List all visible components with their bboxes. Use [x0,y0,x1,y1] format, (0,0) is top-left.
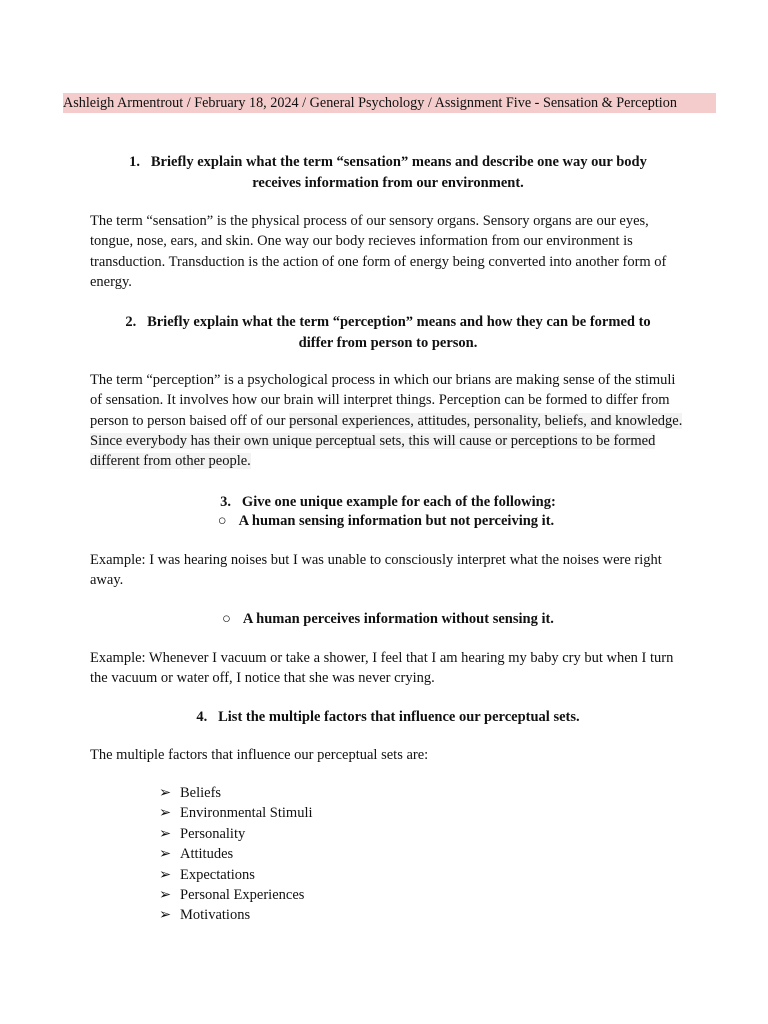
document-header: Ashleigh Armentrout / February 18, 2024 / General Psychology / Assignment Five - Sensation & Perception [63,93,716,113]
arrow-bullet-icon: ➢ [159,907,172,924]
factor-text: Expectations [180,866,255,883]
arrow-bullet-icon: ➢ [159,825,172,842]
answer-2-highlighted-part: personal experiences, attitudes, personality, beliefs, and knowledge. Since everybody has their own unique perceptual sets, this will cause or perceptions to be formed different from other people. [90,412,683,470]
arrow-bullet-icon: ➢ [159,887,172,904]
answer-1: The term “sensation” is the physical process of our sensory organs. Sensory organs are our eyes, tongue, nose, ears, and skin. One way our body recieves information from our environment is transduction. Transduction is the action of one form of energy being converted into another form of energy. [90,213,667,290]
question-2-text-line-1: Briefly explain what the term “perception” means and how they can be formed to [147,314,651,330]
question-3 [100,492,676,513]
question-3-number: 3. [220,494,232,510]
question-4-text: List the multiple factors that influence our perceptual sets. [218,709,580,725]
question-1-line-1 [100,152,676,173]
factor-text: Motivations [180,907,251,924]
arrow-bullet-icon: ➢ [159,866,172,883]
question-1-text-line-2: receives information from our environment. [252,174,524,191]
list-item [159,783,313,803]
factor-text: Environmental Stimuli [180,805,313,822]
hollow-circle-bullet-icon: ○ [217,513,227,529]
question-4 [100,707,676,728]
question-2 [100,312,676,353]
factor-text: Personality [180,825,246,842]
list-item [159,885,313,905]
factor-text: Attitudes [180,846,234,863]
question-2-text-line-2: differ from person to person. [298,334,478,351]
question-3-text: Give one unique example for each of the following: [241,494,556,510]
question-3-sub-2-text: A human perceives information without sensing it. [242,611,554,627]
hollow-circle-bullet-icon: ○ [222,611,231,627]
answer-2-part-1: The term “perception” is a psychological process in which our brians are making sense of the stimuli of sensation. It involves how our brain will interpret things. Perception can be formed to differ from person to person baised off of our [90,372,676,429]
question-3-sub-1-text: A human sensing information but not perceiving it. [238,513,555,529]
answer-3a: Example: I was hearing noises but I was unable to consciously interpret what the noises were right away. [90,552,662,589]
question-3-sub-1 [98,511,674,531]
arrow-bullet-icon: ➢ [159,805,172,822]
arrow-bullet-icon: ➢ [159,846,172,863]
factors-list [159,783,313,926]
list-item [159,905,313,925]
question-4-number: 4. [196,709,208,725]
list-item [159,824,313,844]
list-item [159,865,313,885]
list-item [159,844,313,864]
answer-4-intro: The multiple factors that influence our perceptual sets are: [90,747,429,763]
answer-2 [90,370,690,471]
question-3-sub-2 [100,609,676,629]
question-2-number: 2. [125,314,137,330]
arrow-bullet-icon: ➢ [159,785,172,801]
list-item [159,803,313,823]
question-1-number: 1. [129,154,141,170]
factor-text: Personal Experiences [180,887,305,904]
question-1 [100,152,676,193]
factor-text: Beliefs [180,785,222,801]
answer-3b: Example: Whenever I vacuum or take a shower, I feel that I am hearing my baby cry but when I turn the vacuum or water off, I notice that she was never crying. [90,650,674,687]
question-1-text-line-1: Briefly explain what the term “sensation” means and describe one way our body [150,154,647,170]
question-2-line-1 [100,312,676,333]
